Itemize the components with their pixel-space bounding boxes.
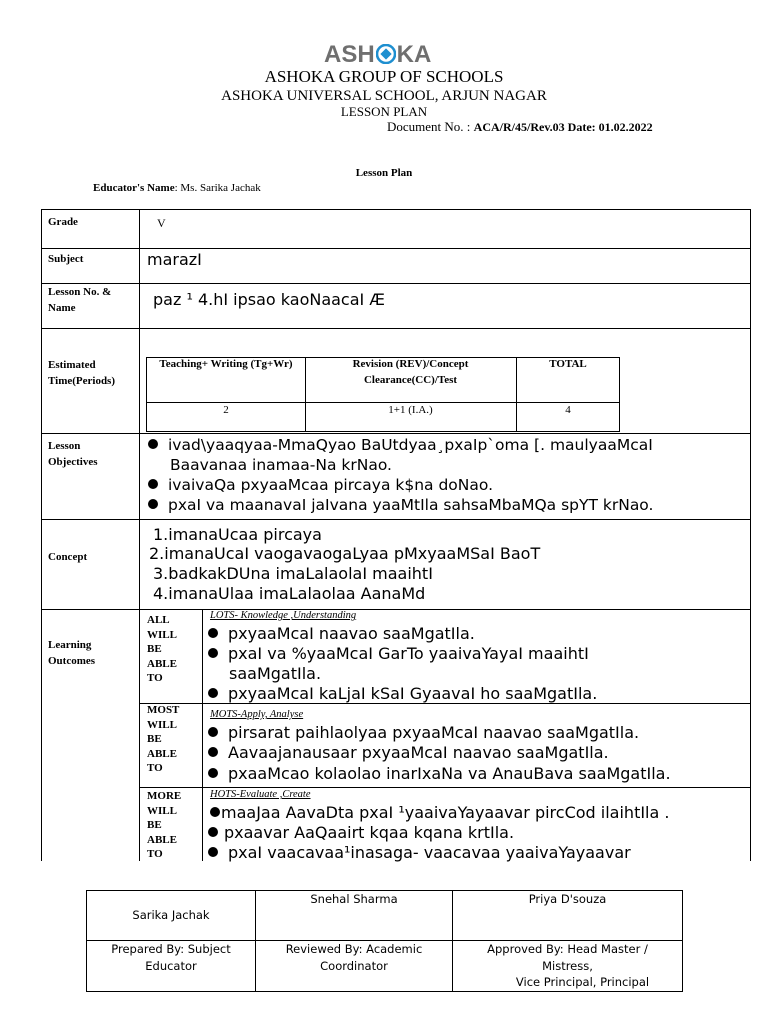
most-item-text: Aavaajanausaar pxyaaMcaI naavao saaMgatIla. [228, 743, 609, 762]
subject-value: marazI [147, 250, 202, 269]
more-item-text: pxaavar AaQaairt kqaa kqana krtIla. [224, 823, 515, 842]
most-item [208, 743, 609, 763]
revision-header: Revision (REV)/Concept Clearance(CC)/Test [352, 358, 469, 386]
all-item-text: pxaI va %yaaMcaI GarTo yaaivaYayaI maaihtI [228, 644, 589, 663]
group-name: ASHOKA GROUP OF SCHOOLS [264, 67, 504, 86]
prepared-by-role: Prepared By: Subject Educator [111, 942, 231, 973]
bullet-icon [208, 747, 218, 757]
row-border [41, 433, 751, 434]
bullet-icon [208, 827, 218, 837]
lesson-label: Lesson No. & Name [48, 286, 112, 314]
objective-text: pxaI va maanavaI jaIvana yaaMtIla sahsaMbaMQa spYT krNao. [168, 496, 654, 514]
concept-item: 4.imanaUlaa imaLalaolaa AanaMd [153, 584, 426, 603]
outcome-divider [202, 609, 203, 861]
objective-item [148, 495, 653, 515]
row-border [41, 328, 751, 329]
total-header: TOTAL [549, 358, 587, 370]
bullet-icon [208, 768, 218, 778]
most-item [208, 723, 639, 743]
all-item-text: pxyaaMcaI naavao saaMgatIla. [228, 624, 475, 643]
bullet-icon [210, 807, 220, 817]
teaching-value: 2 [223, 404, 229, 416]
row-border [41, 248, 751, 249]
lesson-plan-title: Lesson Plan [355, 167, 413, 179]
logo-diamond-icon [376, 44, 396, 64]
outcomes-label: Learning Outcomes [48, 639, 96, 667]
more-item [210, 803, 669, 823]
educator-line [93, 181, 261, 195]
reviewed-by-name: Snehal Sharma [310, 892, 398, 906]
row-border [139, 787, 751, 788]
objective-item [148, 475, 493, 495]
document-number-label: Document No. : [387, 119, 474, 134]
prepared-by-name: Sarika Jachak [132, 908, 210, 922]
more-item-text: pxaI vaacavaa¹inasaga- vaacavaa yaaivaYayaavar [228, 843, 631, 862]
objective-text: ivaivaQa pxyaaMcaa pircaya k$na doNao. [168, 476, 494, 494]
table-divider [139, 209, 140, 861]
approved-by-name: Priya D'souza [528, 892, 607, 906]
total-value: 4 [565, 404, 571, 416]
bullet-icon [148, 479, 158, 489]
more-item [208, 823, 514, 843]
more-item [208, 843, 631, 863]
document-number-value: ACA/R/45/Rev.03 Date: 01.02.2022 [473, 120, 653, 134]
most-item [208, 764, 671, 784]
all-item-text: pxyaaMcaI kaLjaI kSaI GyaavaI ho saaMgatIla. [228, 684, 598, 703]
most-item-text: pxaaMcao kolaolao inarIxaNa va AnauBava saaMgatIla. [228, 764, 671, 783]
concept-label: Concept [48, 551, 88, 563]
hots-label: HOTS-Evaluate ,Create [210, 789, 311, 800]
bullet-icon [208, 628, 218, 638]
document-number [387, 119, 653, 135]
time-label: Estimated Time(Periods) [48, 359, 116, 387]
revision-value: 1+1 (I.A.) [388, 404, 433, 416]
ashoka-logo [324, 42, 446, 68]
plan-heading: LESSON PLAN [340, 104, 428, 119]
bullet-icon [148, 499, 158, 509]
time-divider [516, 357, 517, 432]
row-border [41, 519, 751, 520]
educator-name: : Ms. Sarika Jachak [174, 182, 261, 194]
all-item [208, 644, 589, 664]
educator-label: Educator's Name [93, 182, 175, 194]
concept-item: 2.imanaUcaI vaogavaogaLyaa pMxyaaMSaI BaoT [149, 544, 541, 563]
school-name: ASHOKA UNIVERSAL SCHOOL, ARJUN NAGAR [221, 88, 547, 104]
time-divider [305, 357, 306, 432]
most-label: MOST WILL BE ABLE TO [147, 704, 180, 774]
lesson-value: paz ¹ 4.hI ipsao kaoNaacaI Æ [153, 290, 385, 309]
teaching-header: Teaching+ Writing (Tg+Wr) [159, 358, 293, 370]
objective-text: ivad\yaaqyaa-MmaQyao BaUtdyaa¸pxaIp`oma [. maulyaaMcaI [168, 436, 653, 454]
bullet-icon [208, 648, 218, 658]
bullet-icon [208, 688, 218, 698]
concept-item: 3.badkakDUna imaLalaolaI maaihtI [153, 564, 433, 583]
bullet-icon [208, 727, 218, 737]
grade-label: Grade [48, 216, 78, 228]
row-border [41, 609, 751, 610]
more-item-text: maaJaa AavaDta pxaI ¹yaaivaYayaavar pircCod ilaihtIla . [221, 803, 670, 822]
mots-label: MOTS-Apply, Analyse [210, 709, 304, 720]
footer-divider [452, 890, 453, 992]
all-label: ALL WILL BE ABLE TO [147, 614, 177, 684]
footer-divider [255, 890, 256, 992]
row-border [41, 283, 751, 284]
approved-by-role-extra: Vice Principal, Principal [515, 975, 650, 989]
all-item [208, 684, 597, 704]
reviewed-by-role: Reviewed By: Academic Coordinator [285, 942, 423, 973]
all-item: saaMgatIla. [229, 664, 322, 683]
concept-item: 1.imanaUcaa pircaya [153, 525, 322, 544]
lots-label: LOTS- Knowledge ,Understanding [210, 610, 357, 621]
grade-value: V [157, 216, 166, 230]
logo-text: ASH KA [324, 41, 432, 68]
all-item [208, 624, 475, 644]
objective-item: Baavanaa inamaa-Na krNao. [170, 456, 392, 474]
objective-item [148, 435, 653, 455]
bullet-icon [148, 439, 158, 449]
approved-by-role: Approved By: Head Master / Mistress, [487, 942, 648, 973]
more-label: MORE WILL BE ABLE TO [147, 790, 182, 860]
subject-label: Subject [48, 253, 84, 265]
bullet-icon [208, 847, 218, 857]
objectives-label: Lesson Objectives [48, 440, 98, 468]
most-item-text: pirsarat paihlaolyaa pxyaaMcaI naavao saaMgatIla. [228, 723, 640, 742]
